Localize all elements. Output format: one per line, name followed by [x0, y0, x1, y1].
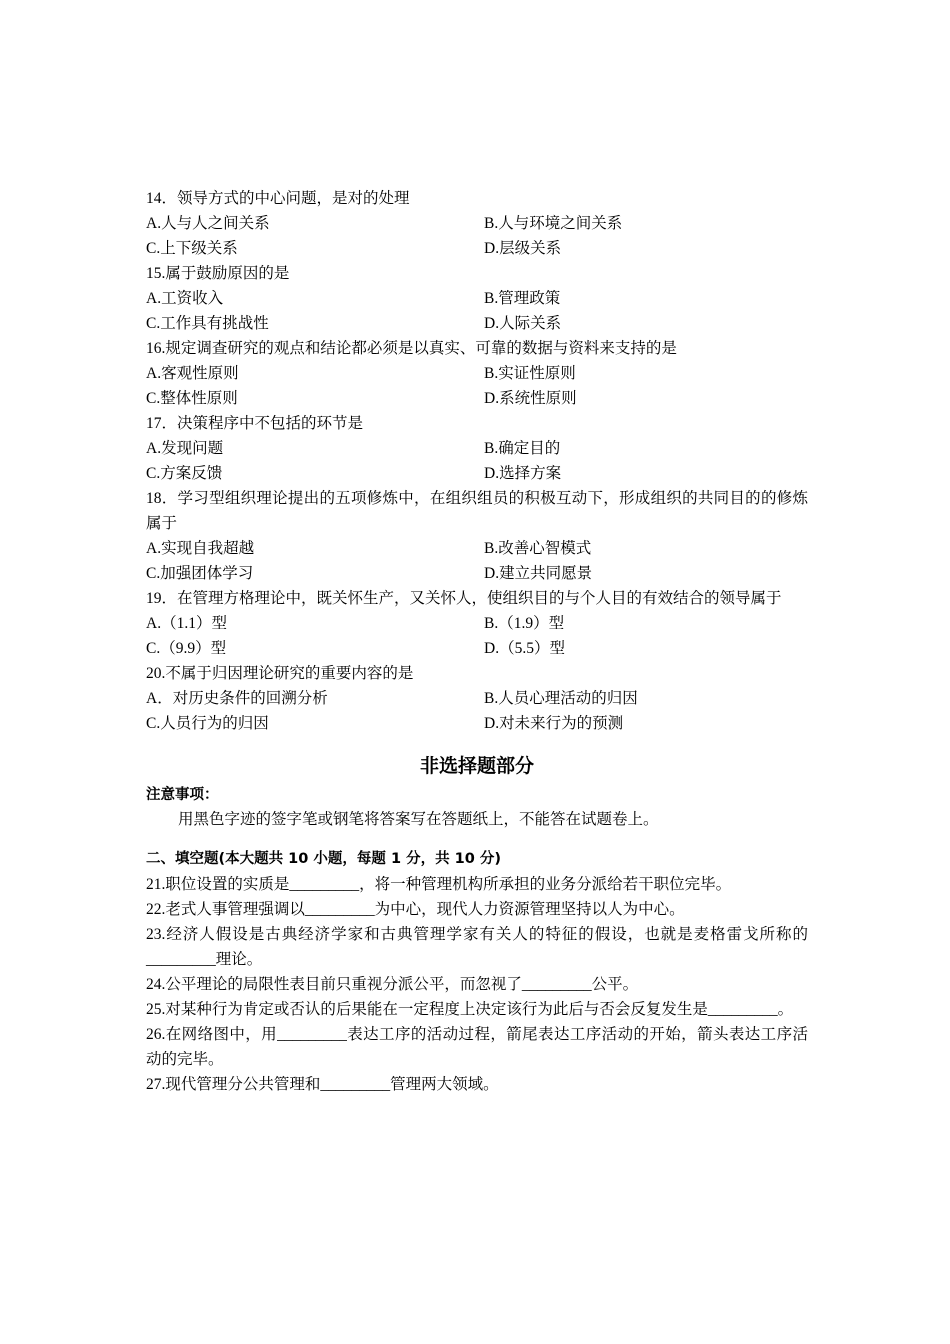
- option-b: B.人员心理活动的归因: [484, 690, 638, 707]
- option-d: D.层级关系: [484, 240, 562, 257]
- question-18: [146, 486, 808, 586]
- option-c: C.（9.9）型: [146, 640, 227, 657]
- options-row: [146, 686, 808, 711]
- option-d: D.（5.5）型: [484, 640, 565, 657]
- option-d: D.建立共同愿景: [484, 565, 593, 582]
- option-a: A.（1.1）型: [146, 615, 227, 632]
- question-stem: 20.不属于归因理论研究的重要内容的是: [146, 665, 414, 682]
- question-17: [146, 411, 808, 486]
- option-a: A.工资收入: [146, 290, 224, 307]
- fill-item-22: 22.老式人事管理强调以_________为中心，现代人力资源管理坚持以人为中心。: [146, 901, 685, 918]
- options-row: [146, 436, 808, 461]
- option-d: D.系统性原则: [484, 390, 577, 407]
- option-a: A.客观性原则: [146, 365, 239, 382]
- option-a: A.实现自我超越: [146, 540, 255, 557]
- exam-page-content: [146, 186, 808, 1097]
- option-d: D.选择方案: [484, 465, 562, 482]
- options-row: [146, 611, 808, 636]
- options-row: [146, 636, 808, 661]
- question-stem: 16.规定调查研究的观点和结论都必须是以真实、可靠的数据与资料来支持的是: [146, 340, 677, 357]
- notice-text: 用黑色字迹的签字笔或钢笔将答案写在答题纸上，不能答在试题卷上。: [178, 811, 659, 828]
- options-row: [146, 386, 808, 411]
- options-row: [146, 361, 808, 386]
- option-d: D.对未来行为的预测: [484, 715, 624, 732]
- notice-label: 注意事项：: [146, 787, 219, 803]
- option-b: B.确定目的: [484, 440, 561, 457]
- option-b: B.管理政策: [484, 290, 561, 307]
- option-b: B.实证性原则: [484, 365, 576, 382]
- question-stem: 15.属于鼓励原因的是: [146, 265, 290, 282]
- option-c: C.加强团体学习: [146, 565, 254, 582]
- options-row: [146, 286, 808, 311]
- option-a: A.人与人之间关系: [146, 215, 270, 232]
- option-d: D.人际关系: [484, 315, 562, 332]
- fill-item-25: 25.对某种行为肯定或否认的后果能在一定程度上决定该行为此后与否会反复发生是_________。: [146, 1001, 794, 1018]
- options-row: [146, 561, 808, 586]
- option-c: C.方案反馈: [146, 465, 223, 482]
- question-stem: 17．决策程序中不包括的环节是: [146, 415, 364, 432]
- fill-item-24: 24.公平理论的局限性表目前只重视分派公平，而忽视了_________公平。: [146, 976, 639, 993]
- question-20: [146, 661, 808, 736]
- option-b: B.（1.9）型: [484, 615, 565, 632]
- option-a: A.发现问题: [146, 440, 224, 457]
- section-title: 非选择题部分: [419, 755, 534, 777]
- option-c: C.人员行为的归因: [146, 715, 269, 732]
- question-16: [146, 336, 808, 411]
- options-row: [146, 711, 808, 736]
- option-c: C.上下级关系: [146, 240, 238, 257]
- question-14: [146, 186, 808, 261]
- option-a: A．对历史条件的回溯分析: [146, 690, 328, 707]
- part-title: 二、填空题(本大题共 10 小题，每题 1 分，共 10 分): [146, 851, 501, 867]
- question-19: [146, 586, 808, 661]
- options-row: [146, 211, 808, 236]
- option-b: B.人与环境之间关系: [484, 215, 623, 232]
- option-b: B.改善心智模式: [484, 540, 592, 557]
- question-stem: 14．领导方式的中心问题，是对的处理: [146, 190, 410, 207]
- question-stem: 18．学习型组织理论提出的五项修炼中，在组织组员的积极互动下，形成组织的共同目的的修炼属于: [146, 490, 808, 532]
- fill-item-23: 23.经济人假设是古典经济学家和古典管理学家有关人的特征的假设，也就是麦格雷戈所称的_________理论。: [146, 926, 808, 968]
- options-row: [146, 236, 808, 261]
- options-row: [146, 461, 808, 486]
- question-15: [146, 261, 808, 336]
- option-c: C.整体性原则: [146, 390, 238, 407]
- fill-item-26: 26.在网络图中，用_________表达工序的活动过程，箭尾表达工序活动的开始，箭头表达工序活动的完毕。: [146, 1026, 808, 1068]
- fill-item-27: 27.现代管理分公共管理和_________管理两大领域。: [146, 1076, 499, 1093]
- option-c: C.工作具有挑战性: [146, 315, 269, 332]
- options-row: [146, 536, 808, 561]
- fill-item-21: 21.职位设置的实质是_________，将一种管理机构所承担的业务分派给若干职位完毕。: [146, 876, 732, 893]
- options-row: [146, 311, 808, 336]
- question-stem: 19．在管理方格理论中，既关怀生产，又关怀人，使组织目的与个人目的有效结合的领导属于: [146, 590, 782, 607]
